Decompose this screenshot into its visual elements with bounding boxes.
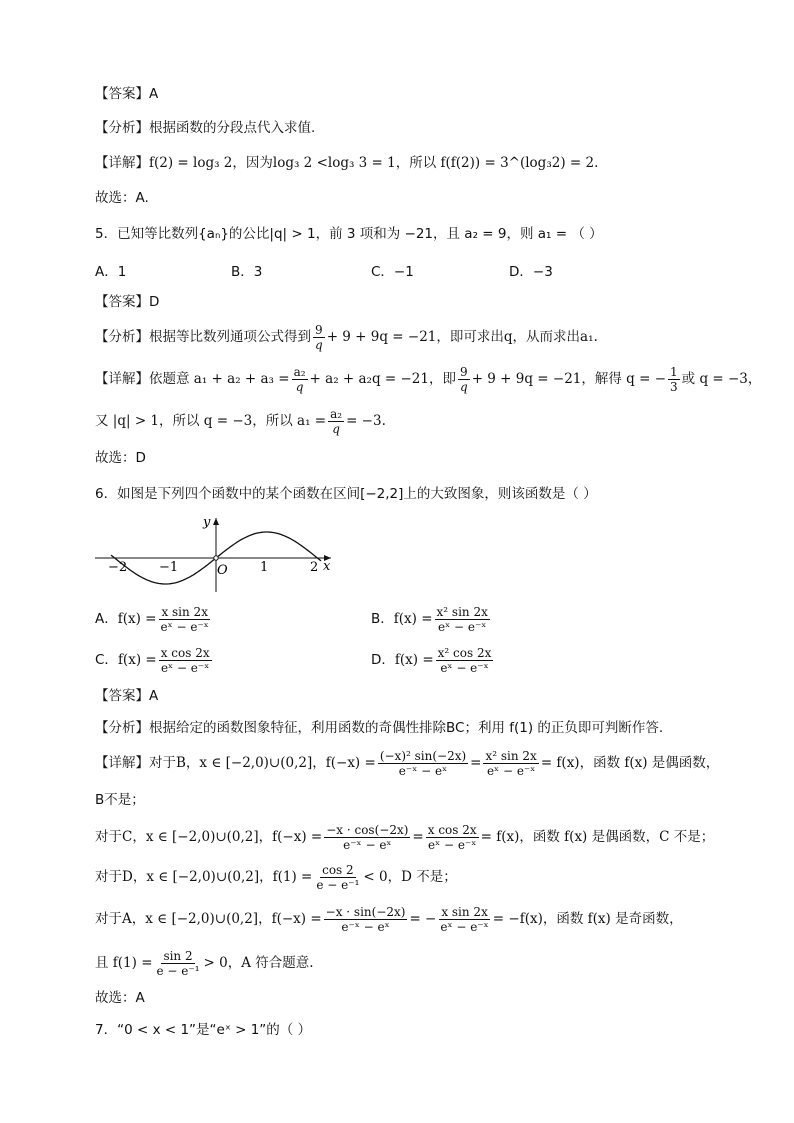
q6-detail-d <box>95 862 457 892</box>
fraction-num: −x · cos(−2x) <box>326 822 409 837</box>
q4-analysis: 【分析】根据函数的分段点代入求值. <box>95 120 316 136</box>
fraction-den: e⁻ˣ − eˣ <box>398 763 448 778</box>
q5-analysis-label: 【分析】 <box>95 329 149 345</box>
option-lhs: f(x) = <box>117 611 157 627</box>
option-lhs: f(x) = <box>117 652 157 668</box>
fraction-den: q <box>295 379 304 394</box>
q5-option-a: A．1 <box>95 264 127 280</box>
fraction <box>458 365 470 394</box>
q6-answer: 【答案】A <box>95 688 159 704</box>
option-label: C． <box>95 652 118 668</box>
q5-options <box>95 260 553 280</box>
q5-detail <box>95 364 761 394</box>
fraction-num: x cos 2x <box>160 645 210 660</box>
q5-option-d: D．−3 <box>509 264 553 280</box>
detail-text: < 0，D 不是； <box>363 869 457 885</box>
fraction-num: x sin 2x <box>161 604 208 619</box>
fraction <box>159 646 212 675</box>
q6-option-b <box>371 604 492 634</box>
option-label: B． <box>371 611 394 627</box>
fraction-den: e⁻ˣ − eˣ <box>341 919 390 934</box>
fraction-num: x² cos 2x <box>437 645 492 660</box>
q7-stem: 7．“0 < x < 1”是“eˣ > 1”的（ ） <box>95 1022 312 1038</box>
fraction <box>292 365 308 394</box>
q6-option-c <box>95 645 371 675</box>
fraction <box>426 823 479 852</box>
fraction <box>159 605 211 634</box>
q6-detail-a <box>95 904 683 934</box>
fraction <box>435 605 490 634</box>
function-graph <box>95 512 345 594</box>
q5-answer: 【答案】D <box>95 294 160 310</box>
q5-detail-text: 依题意 a₁ + a₂ + a₃ = <box>149 371 290 387</box>
fraction <box>314 863 361 892</box>
fraction <box>438 905 490 934</box>
fraction-num: sin 2 <box>163 948 193 963</box>
fraction <box>328 407 344 436</box>
fraction <box>436 646 494 675</box>
q5-detail-text-3: + 9 + 9q = −21，解得 q = − <box>471 371 667 387</box>
q5-choice: 故选：D <box>95 450 146 466</box>
tick-label-neg2: −2 <box>108 560 128 575</box>
q5-detail2-text: 又 |q| > 1，所以 q = −3，所以 a₁ = <box>95 413 327 429</box>
fraction-den: e − e⁻¹ <box>316 877 360 892</box>
fraction <box>378 749 468 778</box>
fraction <box>155 949 202 978</box>
q5-analysis <box>95 322 598 352</box>
q6-choice: 故选：A <box>95 990 145 1006</box>
fraction-den: eˣ − e⁻ˣ <box>440 919 489 934</box>
q5-detail2-text-2: = −3. <box>346 413 386 429</box>
q6-detail-c <box>95 822 714 852</box>
detail-text: 对于C，x ∈ [−2,0)∪(0,2]，f(−x) = <box>95 829 323 845</box>
fraction <box>324 905 408 934</box>
fraction-num: a₂ <box>330 406 343 421</box>
fraction-den: eˣ − e⁻ˣ <box>160 660 210 675</box>
q4-choice: 故选：A. <box>95 190 149 206</box>
q6-option-d <box>371 645 495 675</box>
q4-detail-text: f(2) = log₃ 2，因为log₃ 2 <log₃ 3 = 1，所以 f(f(2)) = 3^(log₃2) = 2. <box>149 155 599 171</box>
detail-text: = − <box>409 911 437 927</box>
q6-detail-b-2: B不是； <box>95 792 145 808</box>
q5-detail-label: 【详解】 <box>95 371 149 387</box>
tick-label-neg1: −1 <box>159 560 179 575</box>
detail-text: > 0，A 符合题意. <box>203 955 314 971</box>
origin-hole <box>214 556 218 560</box>
q5-analysis-text-2: + 9 + 9q = −21，即可求出q，从而求出a₁. <box>326 329 598 345</box>
detail-text: = −f(x)，函数 f(x) 是奇函数， <box>492 911 683 927</box>
detail-text: = f(x)，函数 f(x) 是偶函数，C 不是； <box>480 829 715 845</box>
fraction-num: x sin 2x <box>441 904 488 919</box>
option-lhs: f(x) = <box>394 652 434 668</box>
fraction-num: x² sin 2x <box>485 748 537 763</box>
q5-option-b: B．3 <box>231 264 263 280</box>
q6-options-row1 <box>95 604 492 634</box>
fraction-den: eˣ − e⁻ˣ <box>160 619 209 634</box>
fraction-num: x² sin 2x <box>436 604 488 619</box>
fraction-num: −x · sin(−2x) <box>325 904 406 919</box>
q5-detail-text-2: + a₂ + a₂q = −21，即 <box>309 371 456 387</box>
fraction <box>324 823 410 852</box>
fraction-den: q <box>315 337 323 352</box>
q6-detail-b <box>95 748 719 778</box>
fraction-den: eˣ − e⁻ˣ <box>437 619 487 634</box>
q6-detail-label: 【详解】 <box>95 755 149 771</box>
option-lhs: f(x) = <box>393 611 433 627</box>
q4-detail <box>95 153 598 173</box>
fraction-num: a₂ <box>293 364 306 379</box>
fraction <box>313 323 325 352</box>
q5-detail-text-4: 或 q = −3， <box>681 371 762 387</box>
q5-detail-2 <box>95 406 386 436</box>
detail-text: 对于A，x ∈ [−2,0)∪(0,2]，f(−x) = <box>95 911 322 927</box>
detail-text: = <box>470 755 482 771</box>
fraction-num: 9 <box>315 322 323 337</box>
q6-stem: 6．如图是下列四个函数中的某个函数在区间[−2,2]上的大致图象，则该函数是（ ） <box>95 486 597 502</box>
fraction-den: eˣ − e⁻ˣ <box>486 763 536 778</box>
y-axis-arrow-icon <box>213 518 219 525</box>
q4-answer: 【答案】A <box>95 86 159 102</box>
q6-option-a <box>95 604 371 634</box>
tick-label-2: 2 <box>310 560 319 575</box>
fraction-den: eˣ − e⁻ˣ <box>427 837 477 852</box>
fraction-den: e⁻ˣ − eˣ <box>343 837 392 852</box>
fraction-num: (−x)² sin(−2x) <box>379 748 467 763</box>
detail-text: 对于B，x ∈ [−2,0)∪(0,2]，f(−x) = <box>149 755 376 771</box>
detail-text: 对于D，x ∈ [−2,0)∪(0,2]，f(1) = <box>95 869 313 885</box>
option-label: A． <box>95 611 118 627</box>
option-label: D． <box>371 652 395 668</box>
fraction-den: q <box>332 421 340 436</box>
fraction-num: 9 <box>460 364 468 379</box>
q4-detail-label: 【详解】 <box>95 155 149 171</box>
fraction-den: e − e⁻¹ <box>156 963 200 978</box>
q6-options-row2 <box>95 645 495 675</box>
fraction-num: 1 <box>670 364 678 379</box>
q6-detail-a-2 <box>95 948 314 978</box>
q5-option-c: C．−1 <box>371 264 414 280</box>
detail-text: 且 f(1) = <box>95 955 153 971</box>
fraction <box>483 749 538 778</box>
fraction-den: eˣ − e⁻ˣ <box>440 660 489 675</box>
q5-stem: 5．已知等比数列{aₙ}的公比|q| > 1，前 3 项和为 −21，且 a₂ = 9，则 a₁ = （ ） <box>95 226 603 242</box>
y-axis-label: y <box>203 515 211 530</box>
fraction-num: cos 2 <box>322 862 354 877</box>
detail-text: = f(x)，函数 f(x) 是偶函数， <box>540 755 720 771</box>
tick-label-1: 1 <box>260 560 269 575</box>
fraction-den: 3 <box>670 379 678 394</box>
origin-label: O <box>217 563 228 578</box>
x-axis-label: x <box>323 559 331 574</box>
fraction-den: q <box>460 379 468 394</box>
detail-text: = <box>412 829 424 845</box>
fraction <box>668 365 680 394</box>
fraction-num: x cos 2x <box>427 822 477 837</box>
q6-analysis: 【分析】根据给定的函数图象特征，利用函数的奇偶性排除BC；利用 f(1) 的正负即可判断作答. <box>95 720 664 736</box>
q5-analysis-text: 根据等比数列通项公式得到 <box>149 329 311 345</box>
